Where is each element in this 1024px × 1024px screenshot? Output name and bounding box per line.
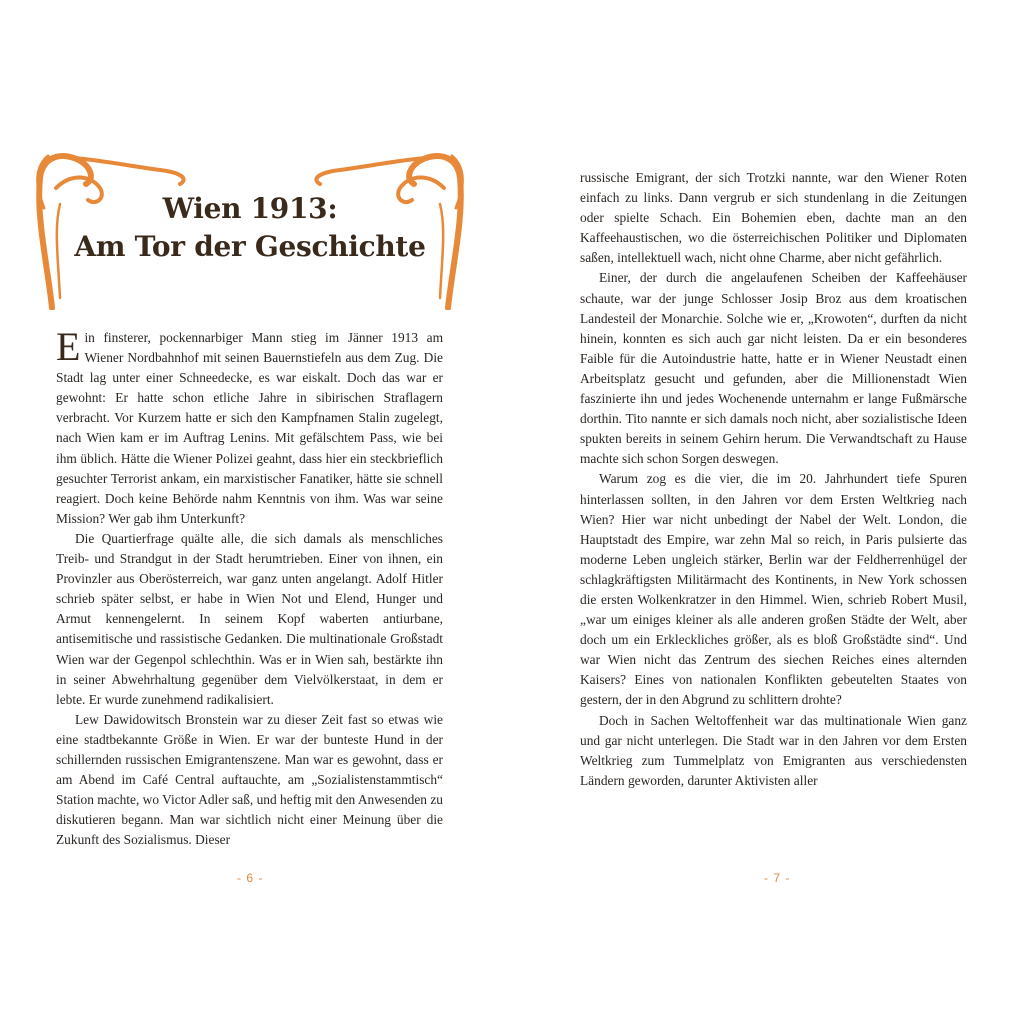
- paragraph: Doch in Sachen Weltoffenheit war das multinationale Wien ganz und gar nicht unterlegen. Die Stadt war in den Jahren vor dem Ersten Weltkrieg zum Tummelplatz von Emigranten aus verschiedensten Ländern geworden, darunter Aktivisten aller: [580, 712, 967, 788]
- drop-cap: E: [56, 324, 81, 369]
- paragraph: russische Emigrant, der sich Trotzki nannte, war den Wiener Roten einfach zu links. Dann vergrub er sich stundenlang in die Zeitungen oder spielte Schach. Ein Bohemien eben, dachte man an den Kaffeehaustischen, wo die österreichischen Politiker und Diplomaten saßen, intellektuell wach, nicht ohne Charme, aber nicht gefährlich.: [580, 170, 967, 266]
- paragraph: Warum zog es die vier, die im 20. Jahrhundert tiefe Spuren hinterlassen sollten, in den Jahren vor dem Ersten Weltkrieg nach Wien? Hier war nicht unbedingt der Nabel der Welt. London, die Hauptstadt des Empire, war zehn Mal so reich, in Paris pulsierte das moderne Leben ungleich stärker, Berlin war der Feldherrenhügel der schlagkräftigsten Militärmacht des Kontinents, in New York schossen die ersten Wolkenkratzer in den Himmel. Wien, schrieb Robert Musil, „war um einiges kleiner als alle anderen großen Städte der Welt, aber doch um ein Erkleckliches größer, als es bloß Großstädte sind“. Und war Wien nicht das Zentrum des siechen Reiches eines alternden Kaisers? Eines von nationalen Konflikten gebeutelten Staates von gestern, der in den Abgrund zu schlittern drohte?: [580, 471, 967, 708]
- page-number: - 6 -: [237, 871, 264, 885]
- paragraph: Einer, der durch die angelaufenen Scheiben der Kaffeehäuser schaute, war der junge Schlosser Josip Broz aus dem kroatischen Landesteil der Monarchie. Solche wie er, „Krowoten“, durften da nicht hinein, konnten es sich auch gar nicht leisten. Da er ein besonderes Faible für die Autoindustrie hatte, hatte er in Wiener Neustadt einen Arbeitsplatz gesucht und gefunden, aber die Millionenstadt Wien faszinierte ihn und jedes Wochenende unternahm er lange Fußmärsche dorthin. Tito nannte er sich damals noch nicht, aber sozialistische Ideen spukten bereits in seinem Gehirn herum. Die Verwandtschaft zu Hause machte sich schon Sorgen deswegen.: [580, 270, 967, 467]
- left-body-text: [56, 324, 443, 850]
- chapter-title: [60, 190, 440, 266]
- paragraph: [56, 324, 443, 529]
- chapter-title-line-1: Wien 1913:: [162, 192, 338, 225]
- paragraph: Lew Dawidowitsch Bronstein war zu dieser Zeit fast so etwas wie eine stadtbekannte Größe in Wien. Er war der bunteste Hund in der schillernden russischen Emigrantenszene. Man war es gewohnt, dass er am Abend im Café Central auftauchte, am „Sozialistenstammtisch“ Station machte, wo Victor Adler saß, und heftig mit den Anwesenden zu diskutieren begann. Man war sichtlich nicht einer Meinung über die Zukunft des Sozialismus. Dieser: [56, 711, 443, 848]
- right-body-text: [580, 168, 967, 791]
- page-number: - 7 -: [764, 871, 791, 885]
- chapter-title-line-2: Am Tor der Geschichte: [74, 230, 426, 263]
- paragraph: Die Quartierfrage quälte alle, die sich damals als menschliches Treib- und Strandgut in der Stadt herumtrieben. Einer von ihnen, ein Provinzler aus Oberösterreich, war ganz unten angelangt. Adolf Hitler schrieb später selbst, er habe in Wien Not und Elend, Hunger und Armut kennengelernt. In seinem Kopf waberten antiurbane, antisemitische und rassistische Gedanken. Die multinationale Großstadt Wien war der Gegenpol schlechthin. Was er in Wien sah, bestärkte ihn in seiner Abwehrhaltung gegenüber dem Vielvölkerstaat, in dem er lebte. Er wurde zunehmend radikalisiert.: [56, 530, 443, 707]
- paragraph-text: in finsterer, pockennarbiger Mann stieg im Jänner 1913 am Wiener Nordbahnhof mit seinen Bauernstiefeln aus dem Zug. Die Stadt lag unter einer Schneedecke, es war eiskalt. Doch das war er gewohnt: Er hatte schon etliche Jahre in sibirischen Straflagern verbracht. Vor Kurzem hatte er sich den Kampfnamen Stalin zugelegt, nach Wien kam er im Auftrag Lenins. Mit gefälschtem Pass, wie bei ihm üblich. Hätte die Wiener Polizei geahnt, dass hier ein steckbrieflich gesuchter Terrorist ankam, ein marxistischer Fanatiker, hätte sie schnell reagiert. Doch keine Behörde nahm Kenntnis von ihm. Was war seine Mission? Wer gab ihm Unterkunft?: [56, 330, 443, 526]
- right-page: [512, 0, 1024, 1024]
